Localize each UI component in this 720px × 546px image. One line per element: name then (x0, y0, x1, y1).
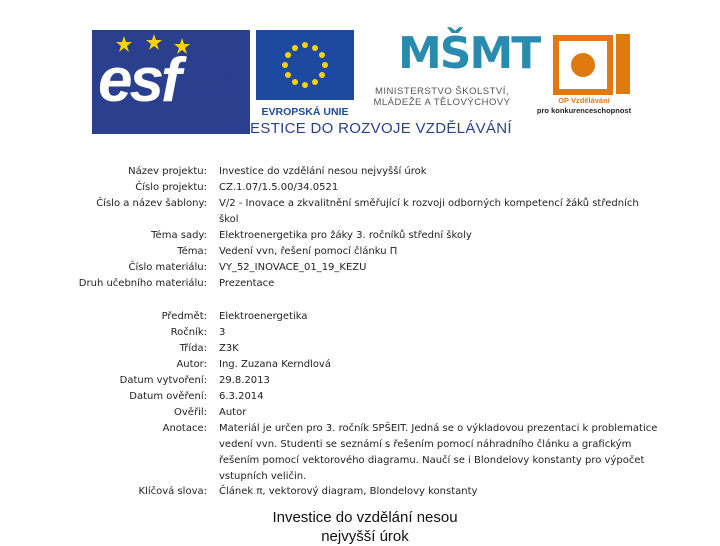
op-logo-icon (538, 32, 638, 96)
field-label: Předmět: (161, 311, 207, 322)
msmt-text-line: MLÁDEŽE A TĚLOVÝCHOVY (373, 97, 511, 108)
field-value: V/2 - Inovace a zkvalitnění směřující k rozvoji odborných kompetencí žáků středních škol (219, 198, 639, 225)
esf-text-line: sociální (190, 69, 235, 84)
field-label: Téma sady: (151, 230, 207, 241)
slide-footer: Investice do vzdělání nesou nejvyšší úrok (272, 509, 458, 545)
field-label: Ověřil: (174, 407, 207, 418)
field-label: Číslo materiálu: (128, 262, 207, 273)
field-value: Materiál je určen pro 3. ročník SPŠEIT. Jedná se o výkladovou prezentaci k problematice vedení vvn. Studenti se seznámí s řešením pomocí náhradního článku a grafickým řešením pomocí vektorového diagramu. Naučí se i Blondelovy konstanty pro výpočet vstupních veličin. (219, 423, 658, 482)
field-label: Druh učebního materiálu: (78, 278, 207, 289)
field-value: Vedení vvn, řešení pomocí článku Π (219, 246, 398, 257)
field-label: Číslo projektu: (135, 182, 207, 193)
field-label: Název projektu: (128, 166, 207, 177)
field-label: Anotace: (162, 423, 207, 434)
field-value: Elektroenergetika pro žáky 3. ročníků střední školy (219, 230, 472, 241)
op-text-line: OP Vzdělávání (558, 96, 610, 105)
field-value: VY_52_INOVACE_01_19_KEZU (219, 262, 367, 273)
esf-text-line: evropský (190, 55, 248, 70)
op-text (528, 96, 640, 116)
op-text-line: pro konkurenceschopnost (536, 106, 632, 115)
field-label: Ročník: (170, 327, 207, 338)
logo-banner (92, 26, 644, 144)
field-value: Autor (219, 407, 247, 418)
banner-caption: INVESTICE DO ROZVOJE VZDĚLÁVÁNÍ (224, 120, 512, 137)
field-label: Datum vytvoření: (119, 375, 207, 386)
msmt-text (362, 86, 522, 108)
field-value: Prezentace (219, 278, 275, 289)
field-label: Téma: (177, 246, 207, 257)
field-label: Datum ověření: (129, 391, 207, 402)
esf-letters: esf (98, 46, 179, 115)
msmt-text-line: MINISTERSTVO ŠKOLSTVÍ, (375, 86, 509, 97)
field-value: CZ.1.07/1.5.00/34.0521 (219, 182, 339, 193)
eu-label: EVROPSKÁ UNIE (261, 106, 349, 118)
esf-text-line: fond v ČR (190, 83, 248, 98)
field-label: Třída: (179, 343, 207, 354)
field-value: Z3K (219, 343, 239, 354)
field-value: 29.8.2013 (219, 375, 270, 386)
field-label: Autor: (176, 359, 207, 370)
field-value: Investice do vzdělání nesou nejvyšší úrok (219, 166, 427, 177)
field-label: Číslo a název šablony: (96, 198, 207, 209)
field-value: Ing. Zuzana Kerndlová (219, 359, 331, 370)
field-value: Článek π, vektorový diagram, Blondelovy konstanty (219, 486, 478, 497)
field-value: 3 (219, 327, 226, 338)
eu-stars-icon (256, 30, 354, 100)
field-value: 6.3.2014 (219, 391, 264, 402)
msmt-logo: MŠMT (398, 28, 540, 79)
eu-flag (256, 30, 354, 100)
esf-text (190, 56, 248, 98)
field-value: Elektroenergetika (219, 311, 308, 322)
field-label: Klíčová slova: (138, 486, 207, 497)
